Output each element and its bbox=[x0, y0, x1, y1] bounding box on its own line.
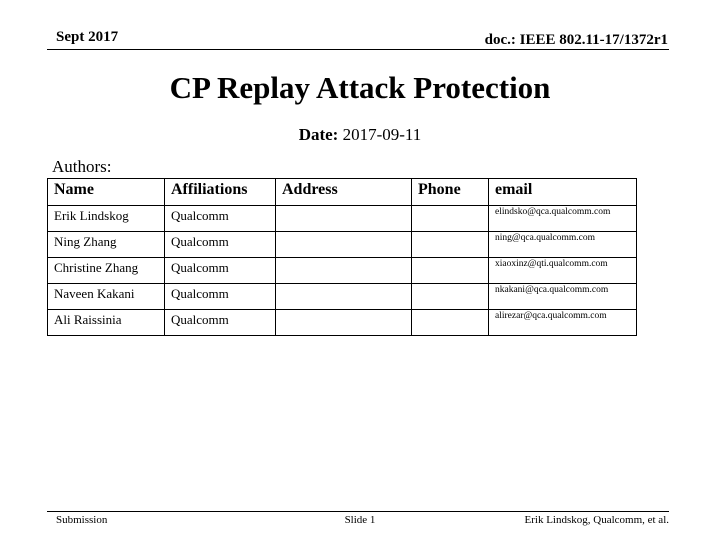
cell-phone bbox=[412, 232, 489, 258]
cell-email: xiaoxinz@qti.qualcomm.com bbox=[489, 258, 637, 284]
date-label: Date: bbox=[298, 125, 339, 144]
header-divider bbox=[47, 49, 669, 50]
table-header-row bbox=[48, 179, 637, 206]
cell-name: Erik Lindskog bbox=[48, 206, 165, 232]
footer-submission: Submission bbox=[56, 514, 108, 526]
header-date: Sept 2017 bbox=[56, 29, 119, 45]
table-row bbox=[48, 284, 637, 310]
col-header-affiliations: Affiliations bbox=[165, 179, 276, 206]
table-row bbox=[48, 232, 637, 258]
cell-address bbox=[276, 232, 412, 258]
cell-phone bbox=[412, 206, 489, 232]
date-value: 2017-09-11 bbox=[342, 125, 422, 144]
col-header-name: Name bbox=[48, 179, 165, 206]
cell-phone bbox=[412, 258, 489, 284]
cell-email: elindsko@qca.qualcomm.com bbox=[489, 206, 637, 232]
cell-address bbox=[276, 258, 412, 284]
footer-divider bbox=[47, 511, 669, 512]
cell-name: Naveen Kakani bbox=[48, 284, 165, 310]
table-row bbox=[48, 206, 637, 232]
cell-affiliation: Qualcomm bbox=[165, 310, 276, 336]
cell-affiliation: Qualcomm bbox=[165, 284, 276, 310]
authors-label: Authors: bbox=[52, 157, 112, 176]
authors-table bbox=[47, 178, 637, 336]
table-row bbox=[48, 258, 637, 284]
footer-authors: Erik Lindskog, Qualcomm, et al. bbox=[524, 514, 669, 526]
cell-address bbox=[276, 284, 412, 310]
cell-address bbox=[276, 206, 412, 232]
col-header-email: email bbox=[489, 179, 637, 206]
cell-affiliation: Qualcomm bbox=[165, 258, 276, 284]
cell-name: Ali Raissinia bbox=[48, 310, 165, 336]
cell-affiliation: Qualcomm bbox=[165, 232, 276, 258]
cell-phone bbox=[412, 284, 489, 310]
col-header-address: Address bbox=[276, 179, 412, 206]
cell-email: ning@qca.qualcomm.com bbox=[489, 232, 637, 258]
header-doc-id: doc.: IEEE 802.11-17/1372r1 bbox=[484, 32, 668, 48]
table-row bbox=[48, 310, 637, 336]
cell-name: Christine Zhang bbox=[48, 258, 165, 284]
date-line bbox=[0, 125, 720, 145]
cell-name: Ning Zhang bbox=[48, 232, 165, 258]
col-header-phone: Phone bbox=[412, 179, 489, 206]
cell-email: alirezar@qca.qualcomm.com bbox=[489, 310, 637, 336]
cell-email: nkakani@qca.qualcomm.com bbox=[489, 284, 637, 310]
cell-affiliation: Qualcomm bbox=[165, 206, 276, 232]
slide-title: CP Replay Attack Protection bbox=[169, 70, 551, 105]
cell-address bbox=[276, 310, 412, 336]
footer-slide-number: Slide 1 bbox=[344, 514, 376, 526]
cell-phone bbox=[412, 310, 489, 336]
